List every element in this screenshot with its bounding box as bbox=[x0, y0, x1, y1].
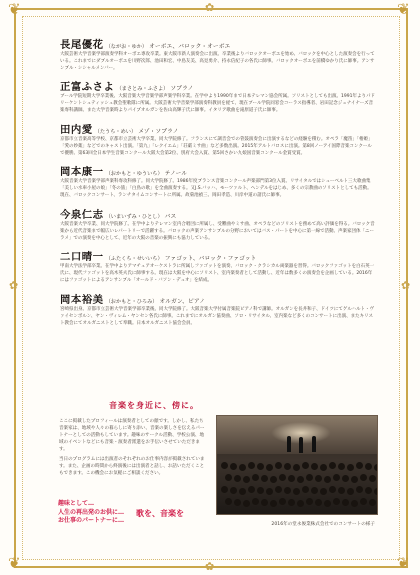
emphasis-line: 趣味として… bbox=[58, 500, 95, 507]
section-headline: 音楽を身近に、傍に。 bbox=[109, 401, 199, 410]
photo-audience-head bbox=[257, 487, 264, 494]
photo-audience-head bbox=[324, 500, 331, 507]
profile-masatomi bbox=[60, 78, 375, 114]
performer-name: 田内愛 bbox=[60, 123, 93, 136]
performer-instrument: オーボエ、バロック・オーボエ bbox=[149, 44, 231, 50]
photo-audience-head bbox=[270, 500, 277, 507]
photo-audience-head bbox=[297, 500, 304, 507]
photo-audience-head bbox=[266, 488, 273, 495]
photo-audience-head bbox=[374, 464, 378, 471]
photo-audience-head bbox=[333, 474, 340, 481]
photo-audience-head bbox=[329, 486, 336, 493]
photo-audience-head bbox=[261, 499, 268, 506]
photo-audience-head bbox=[225, 474, 232, 481]
photo-audience-head bbox=[225, 498, 232, 505]
photo-audience-head bbox=[252, 474, 259, 481]
performer-profiles bbox=[60, 36, 375, 333]
photo-audience-head bbox=[239, 464, 246, 471]
performer-reading: （おかもと・ひろみ） bbox=[105, 298, 158, 305]
photo-audience-head bbox=[248, 462, 255, 469]
photo-audience-head bbox=[338, 487, 345, 494]
photo-audience-head bbox=[369, 499, 376, 506]
performer-reading: （いまいずみ・ひとし） bbox=[105, 213, 163, 220]
photo-audience-head bbox=[270, 476, 277, 483]
performer-name: 岡本康一 bbox=[60, 166, 104, 179]
profile-nagao bbox=[60, 36, 375, 72]
photo-audience-head bbox=[288, 475, 295, 482]
concert-photo bbox=[216, 415, 378, 515]
photo-audience-head bbox=[302, 486, 309, 493]
performer-bio: 甲南大学法学部卒業。在学中よりアマチュアオーケストラに所属しファゴットを演奏、バロック・クラシカル両楽器を習得。バロックファゴットを白石英一氏に、現代ファゴットを高木英夫氏に師事する。現在は大阪を中心にソリスト、室内楽奏者として活動し、近年は数多くの演奏会を企画している。2016年にはファゴットによるアンサンブル「オールド・バソン・デュオ」を結成。 bbox=[60, 264, 375, 284]
photo-audience-head bbox=[293, 464, 300, 471]
bottom-ornament: ✿ bbox=[205, 560, 215, 573]
photo-audience-head bbox=[365, 463, 372, 470]
performer-name: 岡本裕美 bbox=[60, 293, 104, 306]
intro-paragraph: ここに掲載したプロフィールは演奏者としての顔です。しかし、私たち音楽家は、地域や人々の暮らしに寄り添い、音楽の楽しさを伝えるパートナーとしての活動もしています。趣味のサークル活動、学校公演、地域のイベントなどにも音楽・演奏者派遣をお手伝いさせていただきます。 bbox=[59, 419, 205, 453]
photo-audience-head bbox=[360, 474, 367, 481]
corner-ornament-top-left: ❦ bbox=[8, 0, 21, 18]
performer-reading: （ながお・ゆか） bbox=[105, 44, 148, 50]
emphasis-block bbox=[58, 500, 208, 526]
performer-instrument: ファゴット、バロック・ファゴット bbox=[164, 256, 257, 263]
corner-ornament-bottom-left: ❦ bbox=[8, 554, 21, 572]
emphasis-line: 人生の再出発のお供に… bbox=[58, 508, 125, 516]
photo-audience-head bbox=[347, 464, 354, 471]
photo-audience-head bbox=[342, 475, 349, 482]
photo-audience-head bbox=[248, 486, 255, 493]
photo-audience-head bbox=[279, 498, 286, 505]
photo-audience-head bbox=[221, 462, 228, 469]
photo-audience-head bbox=[266, 464, 273, 471]
photo-audience-head bbox=[230, 487, 237, 494]
photo-audience-head bbox=[279, 474, 286, 481]
performer-instrument: テノール bbox=[164, 171, 188, 178]
profile-imaizumi bbox=[60, 206, 375, 242]
profile-futakuchi bbox=[60, 248, 375, 284]
photo-audience-head bbox=[284, 463, 291, 470]
photo-audience-head bbox=[374, 488, 378, 495]
photo-audience-head bbox=[329, 462, 336, 469]
performer-bio: 大阪音楽大学音楽学部声楽科専攻科修了。同大学院修了。1986年度ブランス音楽コンクール声楽部門第3位入賞。リサイタルではシューベルト三大歌曲集「美しい水車小屋の娘」「冬の旅」「白鳥の歌」を全曲演奏する。又J.S.バッハ、モーツァルト、ヘンデルをはじめ、多くの宗教曲のソリストとしても活動。現在、バロックコンサート、ランチタイムコンサートに所属。故菊池禎三、岡田孝造、川岸中道の諸氏に師事。 bbox=[60, 179, 372, 199]
performer-bio: 京都市立音楽高等学校、京都市立芸術大学卒業、同大学院修了。フランスにて調音会での菅鼓演奏会に出演するなどの経験を積む。オペラ「魔笛」「椿姫」「愛の妙薬」などでのキャスト出演。「第九」「レクイエム」「荘厳ミサ曲」など多数出演。2015年アルトバロスに出演。第8回ノーアイ国際音楽コンクールで優勝。第63回全日本学生音楽コンクール大阪大会第2位、別府大会入賞、第5回さかい九娘国音楽コンクール金賞受賞。 bbox=[60, 136, 373, 156]
photo-audience-head bbox=[351, 476, 358, 483]
photo-audience-head bbox=[315, 499, 322, 506]
photo-audience-head bbox=[311, 463, 318, 470]
photo-audience-head bbox=[320, 488, 327, 495]
performer-instrument: バス bbox=[164, 213, 177, 220]
photo-audience-head bbox=[234, 475, 241, 482]
emphasis-line: お仕事のパートナーに… bbox=[58, 517, 125, 525]
photo-performer bbox=[287, 436, 291, 452]
performer-name: 二口晴一 bbox=[60, 251, 104, 264]
photo-audience-head bbox=[342, 499, 349, 506]
photo-audience-head bbox=[275, 486, 282, 493]
photo-audience-head bbox=[351, 500, 358, 507]
photo-audience-head bbox=[252, 498, 259, 505]
photo-audience-head bbox=[356, 462, 363, 469]
performer-bio: 大阪芸術大学音楽学部演奏学科オーボエ専攻卒業。東大阪市新人演奏会に出演。卒業後よりバロックオーボエを始め、バロックを中心とした演奏会を行っている。これまでにダブルオーボエを川野次郎、池田和宏、中島友美、高見勇介、持永信紀子の各氏に師事。バロックオーボエを前橋ゆかり氏に師事。アンサンブル・シシャルメンバー。 bbox=[60, 52, 375, 71]
photo-audience-head bbox=[275, 462, 282, 469]
performer-bio: 大阪音楽大学卒業、同大学院修了。在学中よりテレマン室内合唱団に所属し、受難曲やミサ曲、オペラなどのソリストを務めて高い評価を得る。バロック音楽から近代音楽まで幅広いレパートリーで活躍する。バロックの声楽アンサンブルの分野においてはバス・パートを中心に第一線で活動。声楽家団体「ニーラメ」での演奏を中心として、近年の大阪の音楽の振興にも協力している。 bbox=[60, 221, 375, 241]
profile-tauchi bbox=[60, 121, 375, 157]
photo-audience-head bbox=[360, 498, 367, 505]
performer-instrument: メゾ・ソプラノ bbox=[138, 128, 179, 135]
slogan: 歌を、音楽を bbox=[136, 509, 184, 518]
photo-audience-head bbox=[365, 487, 372, 494]
profile-okamoto-hiromi bbox=[60, 291, 375, 327]
photo-audience-head bbox=[311, 487, 318, 494]
photo-audience-head bbox=[297, 476, 304, 483]
photo-audience-head bbox=[261, 475, 268, 482]
photo-audience-head bbox=[243, 500, 250, 507]
photo-audience-head bbox=[243, 476, 250, 483]
photo-audience-head bbox=[315, 475, 322, 482]
performer-reading: （たうち・めい） bbox=[94, 128, 137, 135]
top-ornament: ✿ bbox=[205, 1, 215, 14]
performer-reading: （おかもと・ゆういち） bbox=[105, 171, 163, 178]
photo-audience-head bbox=[257, 463, 264, 470]
photo-performer bbox=[312, 436, 316, 452]
photo-audience-head bbox=[230, 463, 237, 470]
performer-name: 今泉仁志 bbox=[60, 208, 104, 221]
photo-audience-head bbox=[239, 488, 246, 495]
photo-audience-head bbox=[324, 476, 331, 483]
performer-reading: （まさとみ・ふさよ） bbox=[116, 86, 169, 93]
photo-audience-head bbox=[234, 499, 241, 506]
intro-text bbox=[59, 418, 207, 477]
photo-audience-head bbox=[356, 486, 363, 493]
right-ornament: ✿ bbox=[401, 279, 411, 292]
performer-instrument: オルガン、ピアノ bbox=[159, 298, 205, 305]
photo-caption: 2016年の堂永俊業株式会社でのコンサートの様子 bbox=[271, 522, 375, 527]
performer-reading: （ふたくち・せいいち） bbox=[105, 256, 163, 263]
photo-audience-head bbox=[338, 463, 345, 470]
corner-ornament-bottom-right: ❦ bbox=[397, 554, 410, 572]
photo-audience-head bbox=[333, 498, 340, 505]
photo-audience-head bbox=[369, 475, 376, 482]
left-ornament: ✿ bbox=[9, 279, 19, 292]
intro-paragraph: 当日のプログラムには出演者のそれぞれのお仕事内容が掲載されています。また、企画の時間から終演後には出演者と話し、お話いただくこともできます。この機会にお気軽にご相談ください。 bbox=[59, 457, 205, 477]
photo-audience-head bbox=[302, 462, 309, 469]
photo-audience-head bbox=[306, 498, 313, 505]
photo-audience-head bbox=[347, 488, 354, 495]
photo-audience-head bbox=[293, 488, 300, 495]
performer-bio: 宮崎県出身。京都市立芸術大学音楽学部卒業後、同大学院修了。大阪音楽大学付属音楽院ピアノ科で講師。オルガンを長井和子、ドイツにてゲルハルト・ヴァイセンボルン、ヤン・ヴィレム・ヤンセン各氏に師事。これまでにオルガン協奏曲、ソロ・リサイタル、室内楽など多くのコンサートに出演、またキリスト教会にてオルガニストとして奉職。日本オルガニスト協会会員。 bbox=[60, 306, 375, 326]
performer-bio: ブール学院短期大学卒業後、大阪音楽大学音楽学部声楽学科卒業。在学中より1990年まで日本テレマン協会所属。ソリストとしても出演。1991年よりパドリーケントシュティッシュ教会聖歌隊に所属。大阪芸術大学音楽学部演奏科教員を経て、現在ブール学院同窓会コーラス指導者、岩田記念ジュナイナーズ音楽専科講師。また大学音楽時よりパイプオルガンを佐山高輝子氏に師事。イタリア歌曲を滝原道子氏に師事。 bbox=[60, 94, 375, 114]
performer-instrument: ソプラノ bbox=[170, 86, 194, 93]
photo-audience-head bbox=[288, 499, 295, 506]
profile-okamoto-yuichi bbox=[60, 163, 375, 199]
photo-audience-head bbox=[306, 474, 313, 481]
photo-performer bbox=[299, 437, 303, 453]
photo-audience-head bbox=[221, 486, 228, 493]
performer-name: 正富ふさよ bbox=[60, 81, 115, 94]
photo-audience-head bbox=[320, 464, 327, 471]
photo-audience-head bbox=[284, 487, 291, 494]
corner-ornament-top-right: ❦ bbox=[397, 0, 410, 18]
performer-name: 長尾優花 bbox=[60, 39, 104, 51]
